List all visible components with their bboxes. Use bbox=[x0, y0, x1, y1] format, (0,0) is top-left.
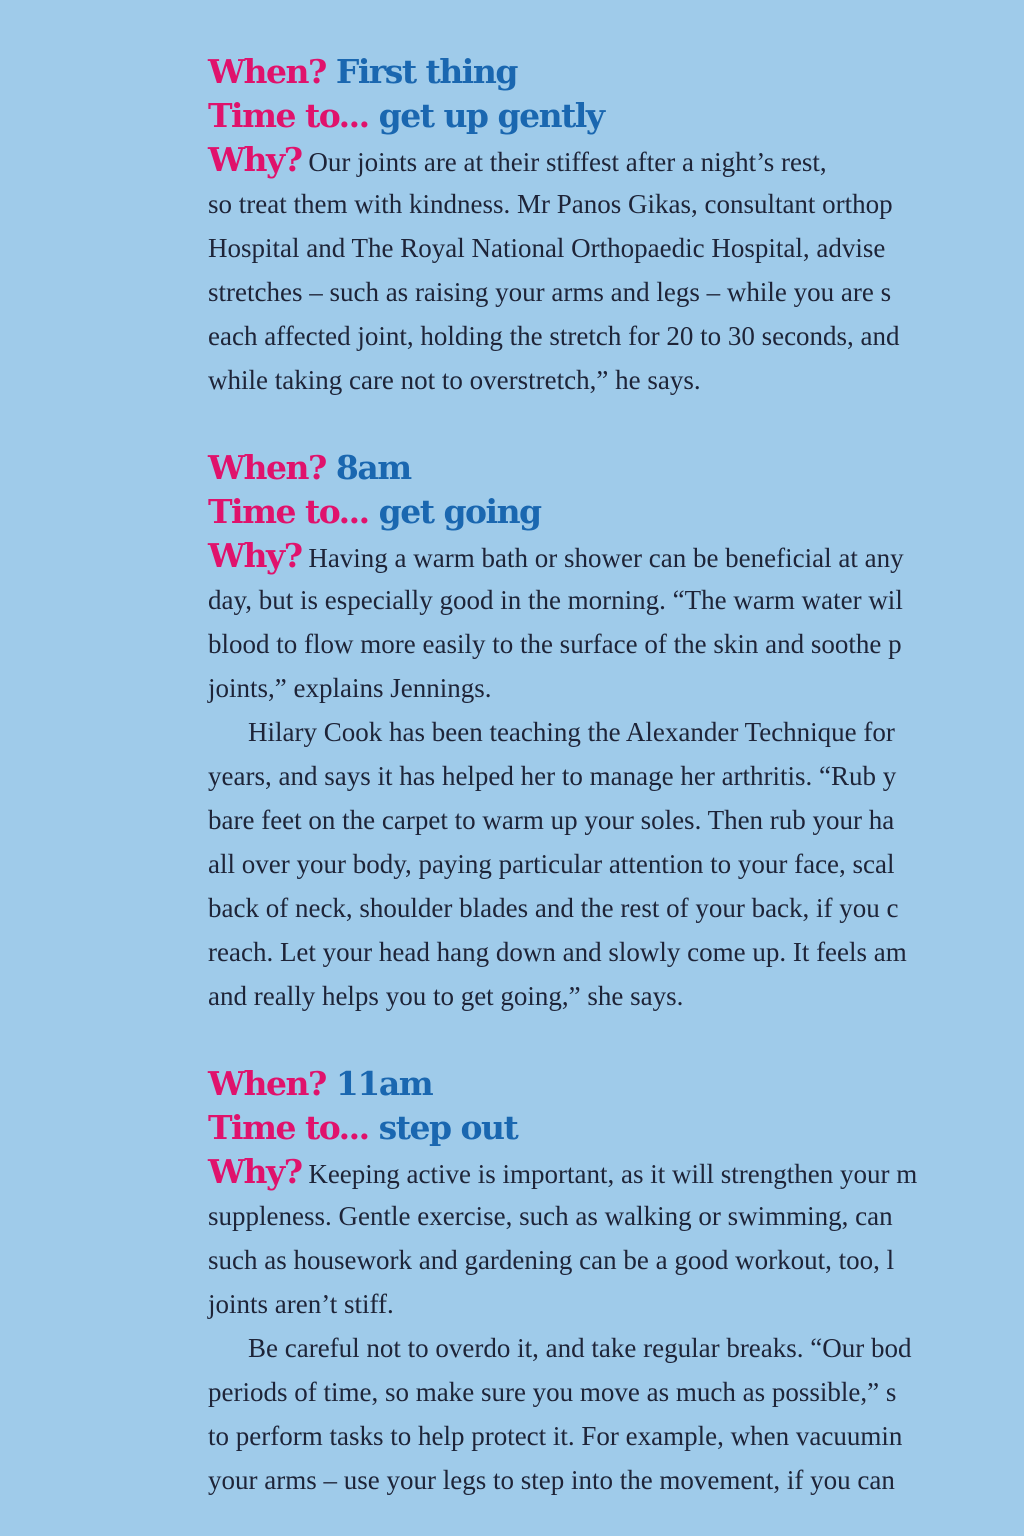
body-line: day, but is especially good in the morning. “The warm water wil bbox=[208, 585, 903, 615]
time-value: get going bbox=[378, 492, 541, 531]
body-line: periods of time, so make sure you move as much as possible,” s bbox=[208, 1377, 897, 1407]
time-label: Time to... bbox=[208, 492, 369, 531]
when-label: When? bbox=[208, 1064, 326, 1103]
when-heading bbox=[208, 50, 1024, 94]
when-value: 8am bbox=[335, 448, 411, 487]
body-line: and really helps you to get going,” she says. bbox=[208, 981, 684, 1011]
time-label: Time to... bbox=[208, 96, 369, 135]
when-heading bbox=[208, 446, 1024, 490]
when-label: When? bbox=[208, 52, 326, 91]
body-line: to perform tasks to help protect it. For example, when vacuumin bbox=[208, 1421, 903, 1451]
body-text: Our joints are at their stiffest after a night’s rest, bbox=[308, 147, 827, 177]
body-line: joints aren’t stiff. bbox=[208, 1289, 394, 1319]
section-body bbox=[208, 138, 1024, 402]
body-line: so treat them with kindness. Mr Panos Gikas, consultant orthop bbox=[208, 189, 893, 219]
body-line: each affected joint, holding the stretch for 20 to 30 seconds, and bbox=[208, 321, 900, 351]
body-line: reach. Let your head hang down and slowly come up. It feels am bbox=[208, 937, 907, 967]
when-value: First thing bbox=[335, 52, 517, 91]
body-line: bare feet on the carpet to warm up your soles. Then rub your ha bbox=[208, 805, 895, 835]
when-heading bbox=[208, 1062, 1024, 1106]
body-line bbox=[208, 138, 1024, 182]
body-text: Having a warm bath or shower can be beneficial at any bbox=[308, 543, 904, 573]
body-line: while taking care not to overstretch,” he says. bbox=[208, 365, 701, 395]
body-line: stretches – such as raising your arms and legs – while you are s bbox=[208, 277, 892, 307]
time-heading bbox=[208, 1106, 1024, 1150]
body-line bbox=[208, 1150, 1024, 1194]
section-8am bbox=[208, 446, 1024, 1018]
body-line: back of neck, shoulder blades and the rest of your back, if you c bbox=[208, 893, 899, 923]
section-body bbox=[208, 1150, 1024, 1502]
time-heading bbox=[208, 94, 1024, 138]
body-line: joints,” explains Jennings. bbox=[208, 673, 492, 703]
when-value: 11am bbox=[335, 1064, 433, 1103]
body-line: Hilary Cook has been teaching the Alexander Technique for bbox=[248, 717, 895, 747]
body-line: suppleness. Gentle exercise, such as walking or swimming, can bbox=[208, 1201, 893, 1231]
time-value: step out bbox=[378, 1108, 518, 1147]
section-body bbox=[208, 534, 1024, 1018]
body-line: Hospital and The Royal National Orthopaedic Hospital, advise bbox=[208, 233, 886, 263]
why-label: Why? bbox=[208, 140, 302, 179]
section-11am bbox=[208, 1062, 1024, 1502]
why-label: Why? bbox=[208, 536, 302, 575]
body-line: such as housework and gardening can be a good workout, too, l bbox=[208, 1245, 895, 1275]
body-text: Keeping active is important, as it will strengthen your m bbox=[308, 1159, 918, 1189]
why-label: Why? bbox=[208, 1152, 302, 1191]
body-line: blood to flow more easily to the surface of the skin and soothe p bbox=[208, 629, 902, 659]
body-line: Be careful not to overdo it, and take regular breaks. “Our bod bbox=[248, 1333, 912, 1363]
body-line: all over your body, paying particular attention to your face, scal bbox=[208, 849, 895, 879]
when-label: When? bbox=[208, 448, 326, 487]
time-heading bbox=[208, 490, 1024, 534]
body-line: years, and says it has helped her to manage her arthritis. “Rub y bbox=[208, 761, 897, 791]
section-first-thing bbox=[208, 50, 1024, 402]
time-label: Time to... bbox=[208, 1108, 369, 1147]
body-line bbox=[208, 534, 1024, 578]
body-line: your arms – use your legs to step into the movement, if you can bbox=[208, 1465, 895, 1495]
time-value: get up gently bbox=[378, 96, 604, 135]
